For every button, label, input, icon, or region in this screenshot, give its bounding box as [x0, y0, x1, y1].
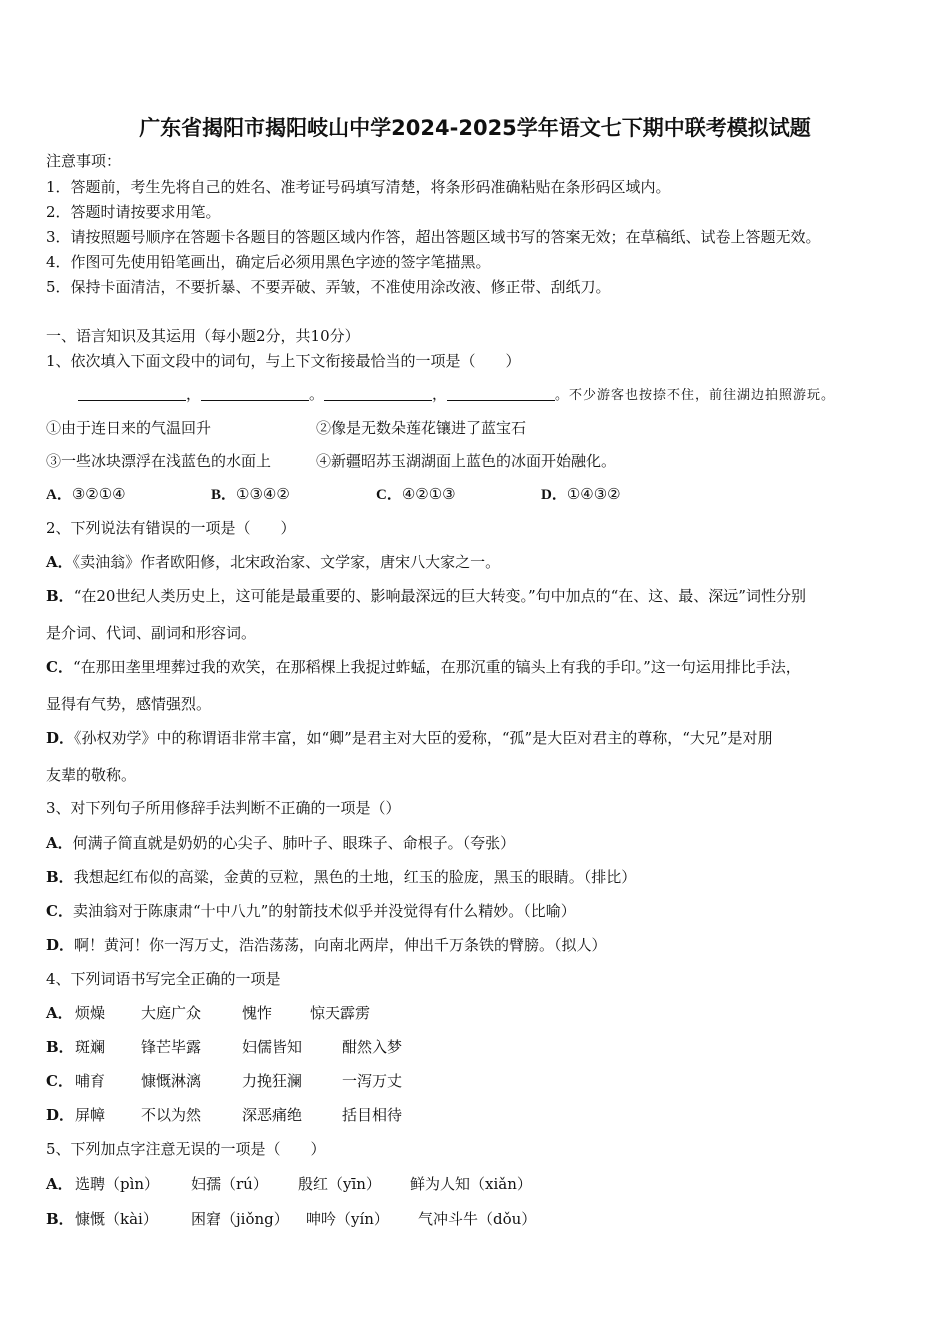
question-1-choice-c: C．④②①③ [376, 485, 456, 503]
question-4-word: 大庭广众 [141, 1004, 202, 1022]
question-2-choice-c: C．“在那田垄里埋葬过我的欢笑，在那稻棵上我捉过蚱蜢，在那沉重的镐头上有我的手印。”这一句运用排比手法， [46, 658, 801, 676]
question-2-choice-b-cont: 是介词、代词、副词和形容词。 [46, 624, 257, 642]
question-3-choice-a: A．何满子简直就是奶奶的心尖子、肺叶子、眼珠子、命根子。（夸张） [46, 834, 516, 852]
question-1-stem: 1、依次填入下面文段中的词句，与上下文衔接最恰当的一项是（ ） [46, 352, 521, 370]
question-4-row-label: B． [46, 1038, 74, 1056]
choice-letter: C． [46, 902, 73, 920]
question-4-word: 妇儒皆知 [242, 1038, 303, 1056]
question-4-word: 深恶痛绝 [242, 1106, 303, 1124]
question-5-word: 鲜为人知（xiǎn） [410, 1175, 532, 1193]
separator: ， [186, 385, 202, 403]
question-2-choice-d-cont: 友辈的敬称。 [46, 766, 137, 784]
question-4-row-label: D． [46, 1106, 75, 1124]
question-1-fill-line [78, 384, 835, 406]
question-4-word: 力挽狂澜 [242, 1072, 303, 1090]
question-5-word: 呻吟（yín） [306, 1210, 389, 1228]
question-2-choice-b: B．“在20世纪人类历史上，这可能是最重要的、影响最深远的巨大转变。”句中加点的“在、这、最、深远”词性分别 [46, 587, 806, 605]
choice-letter: A． [46, 834, 73, 852]
question-4-word: 哺育 [75, 1072, 106, 1090]
question-4-word: 括目相待 [342, 1106, 403, 1124]
question-4-word: 锋芒毕露 [141, 1038, 202, 1056]
choice-letter: C． [46, 658, 73, 676]
question-4-row-label: A． [46, 1004, 73, 1022]
question-5-word: 殷红（yīn） [298, 1175, 381, 1193]
answer-blank [201, 384, 309, 401]
question-5-word: 选聘（pìn） [75, 1175, 160, 1193]
question-3-stem: 3、对下列句子所用修辞手法判断不正确的一项是（） [46, 799, 401, 817]
question-2-stem: 2、下列说法有错误的一项是（ ） [46, 519, 296, 537]
fill-line-tail: 。不少游客也按捺不住，前往湖边拍照游玩。 [555, 388, 836, 403]
question-4-stem: 4、下列词语书写完全正确的一项是 [46, 970, 281, 988]
question-1-choice-b: B．①③④② [211, 485, 290, 503]
question-1-option-1: ①由于连日来的气温回升 [46, 419, 212, 437]
question-4-word: 惊天霹雳 [310, 1004, 371, 1022]
question-1-option-2: ②像是无数朵莲花镶进了蓝宝石 [316, 419, 527, 437]
question-1-choice-d: D．①④③② [541, 485, 621, 503]
question-5-word: 慷慨（kài） [75, 1210, 158, 1228]
question-4-word: 一泻万丈 [342, 1072, 403, 1090]
question-2-choice-c-cont: 显得有气势，感情强烈。 [46, 695, 212, 713]
choice-letter: B． [46, 587, 74, 605]
question-5-row-label: A． [46, 1175, 73, 1193]
answer-blank [447, 384, 555, 401]
question-4-word: 斑斓 [75, 1038, 106, 1056]
separator: 。 [309, 385, 325, 403]
choice-letter: D． [46, 729, 75, 747]
question-5-row-label: B． [46, 1210, 74, 1228]
notice-item: 3．请按照题号顺序在答题卡各题目的答题区域内作答，超出答题区域书写的答案无效；在草稿纸、试卷上答题无效。 [46, 228, 821, 246]
question-5-word: 气冲斗牛（dǒu） [418, 1210, 537, 1228]
notice-item: 4．作图可先使用铅笔画出，确定后必须用黑色字迹的签字笔描黑。 [46, 253, 491, 271]
question-1-choice-a: A．③②①④ [46, 485, 126, 503]
question-4-word: 不以为然 [141, 1106, 202, 1124]
question-2-choice-a: A．《卖油翁》作者欧阳修，北宋政治家、文学家，唐宋八大家之一。 [46, 553, 501, 571]
answer-blank [324, 384, 432, 401]
notice-item: 5．保持卡面清洁，不要折暴、不要弄破、弄皱，不准使用涂改液、修正带、刮纸刀。 [46, 278, 611, 296]
choice-letter: A． [46, 553, 73, 571]
question-4-word: 酣然入梦 [342, 1038, 403, 1056]
notice-item: 2．答题时请按要求用笔。 [46, 203, 221, 221]
question-4-word: 慷慨淋漓 [141, 1072, 202, 1090]
notice-heading: 注意事项： [46, 152, 122, 170]
question-2-choice-d: D．《孙权劝学》中的称谓语非常丰富，如“卿”是君主对大臣的爱称，“孤”是大臣对君主的尊称，“大兄”是对朋 [46, 729, 773, 747]
question-5-stem: 5、下列加点字注意无误的一项是（ ） [46, 1140, 326, 1158]
choice-letter: D． [46, 936, 75, 954]
notice-item: 1．答题前，考生先将自己的姓名、准考证号码填写清楚，将条形码准确粘贴在条形码区域内。 [46, 178, 671, 196]
separator: ， [432, 385, 448, 403]
answer-blank [78, 384, 186, 401]
question-1-option-4: ④新疆昭苏玉湖湖面上蓝色的冰面开始融化。 [316, 452, 617, 470]
page-title: 广东省揭阳市揭阳岐山中学2024-2025学年语文七下期中联考模拟试题 [139, 116, 811, 140]
question-4-row-label: C． [46, 1072, 73, 1090]
question-3-choice-c: C．卖油翁对于陈康肃“十中八九”的射箭技术似乎并没觉得有什么精妙。（比喻） [46, 902, 576, 920]
question-4-word: 屏幛 [75, 1106, 106, 1124]
question-4-word: 愧怍 [242, 1004, 273, 1022]
question-3-choice-d: D．啊！黄河！你一泻万丈，浩浩荡荡，向南北两岸，伸出千万条铁的臂膀。（拟人） [46, 936, 607, 954]
question-1-option-3: ③一些冰块漂浮在浅蓝色的水面上 [46, 452, 272, 470]
section-heading: 一、语言知识及其运用（每小题2分，共10分） [46, 327, 360, 345]
question-5-word: 妇孺（rú） [191, 1175, 268, 1193]
choice-letter: B． [46, 868, 74, 886]
question-5-word: 困窘（jiǒng） [191, 1210, 289, 1228]
question-3-choice-b: B．我想起红布似的高粱，金黄的豆粒，黑色的土地，红玉的脸庞，黑玉的眼睛。（排比） [46, 868, 637, 886]
question-4-word: 烦燥 [75, 1004, 106, 1022]
